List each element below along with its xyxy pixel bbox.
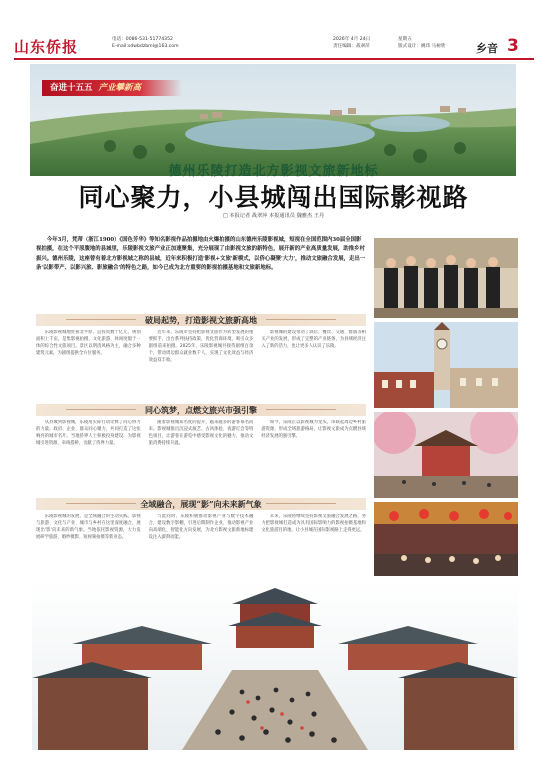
article-lead: 今年3月，梵蒂（浙江1900）《国色芳华》等知名影视作品拍摄地由火爆拍摄的山东德州乐陵影视城，短视在全国范围内30届全国影视拍摄，在这个平原腹地的县城里，乐陵影视文旅产业正加速聚集，充分展现了由影视文旅的新特色，展开新的产业高质量发展，助推乡村振兴。德州乐陵，这座曾有着北方影视城之称的县城，近年来积极打造'影视+文旅'新模式，以侨心凝聚'大力'，推动文旅融合发展，走出一条'以影带产、以影兴旅、影旅融合'的特色之路，如今已成为北方重要的影视拍摄基地和文旅新地标。 bbox=[36, 237, 366, 272]
section-1-body bbox=[36, 330, 366, 392]
photo-clock-tower bbox=[374, 322, 518, 408]
series-badge bbox=[42, 80, 182, 96]
paragraph: 未来，乐陵将继续坚持影视文旅融合发展之路，努力把影视城打造成为具有国际影响力的影视拍摄基地和文化旅游目的地，让小县城在国际影视路上走得更远。 bbox=[261, 514, 366, 533]
editor-text: 责任编辑：战翠萍 bbox=[333, 44, 370, 49]
section-heading-1: 破局起势，打造影视文旅新高地 bbox=[36, 314, 366, 326]
paragraph: 如今，乐陵正以影视城为龙头，串联起周边乡村旅游资源，形成全域旅游格局，让影视文旅成为点燃县域经济发展的强引擎。 bbox=[261, 420, 366, 439]
badge-title: 奋进十五五 bbox=[50, 83, 93, 93]
street-scene-illustration bbox=[374, 502, 518, 576]
paragraph: 影视城的建设带动了酒店、餐饮、交通、群演等相关产业的发展，形成了完整的产业链条，为县域经济注入了新的活力，也让更多人认识了乐陵。 bbox=[261, 330, 366, 349]
article-byline: □ 本报记者 战翠萍 本报通讯员 魏雅杰 王丹 bbox=[222, 213, 325, 219]
paragraph: 与此同时，乐陵积极推动影视产业与数字技术融合，建设数字影棚，引进后期制作企业，推动影视产业向高端化、智能化方向发展，为北方影视文旅新地标建设注入澎湃动能。 bbox=[148, 514, 254, 540]
weekday-block bbox=[398, 36, 445, 50]
photo-street-night bbox=[374, 502, 518, 576]
newspaper-logo: 山东侨报 bbox=[14, 38, 79, 56]
phone-text: 电话：0086-531-51774352 bbox=[112, 37, 173, 42]
page-number: 3 bbox=[507, 36, 519, 56]
article-headline: 同心聚力，小县城闯出国际影视路 bbox=[78, 183, 469, 212]
weekday-text: 星期五 bbox=[398, 37, 412, 42]
paragraph: 随着影视城知名度的提升，越来越多的游客慕名而来。影视城推出沉浸式演艺、古风体验、夜游灯会等特色项目，让游客在游览中感受影视文化的魅力，推动文旅消费持续升温。 bbox=[148, 420, 254, 446]
issue-date: 2026年 4月 24日 bbox=[333, 37, 371, 42]
bottom-panorama-photo bbox=[32, 582, 518, 750]
section-heading-3: 全域融合，展现“影”向未来新气象 bbox=[36, 498, 366, 510]
article-kicker: 德州乐陵打造北方影视文旅新地标 bbox=[168, 164, 379, 179]
photo-pavilion-blossoms bbox=[374, 412, 518, 498]
email-text: E-mail:sdwbdzbml@163.com bbox=[112, 44, 179, 49]
masthead bbox=[0, 0, 547, 62]
paragraph: 乐陵影视城的发展，是全域融合的生动实践。影视与旅游、文化与产业、城市与乡村在这里深度融合，展现出'影'向未来的新气象。当地依托影视资源，大力发展研学旅游、婚纱摄影、短视频拍摄等新业态。 bbox=[36, 514, 141, 540]
group-photo-illustration bbox=[374, 238, 518, 318]
paragraph: 近年来，乐陵市坚持把影视文旅作为转型发展的重要抓手，出台系列扶持政策，优化营商环境，吸引众多剧组前来拍摄。2025年，乐陵影视城共接待剧组百余个，带动周边群众就业数千人，实现了文化效益与经济效益双丰收。 bbox=[148, 330, 254, 363]
section-2-body bbox=[36, 420, 366, 474]
section-3-body bbox=[36, 514, 366, 576]
layout-design-text: 版式设计：姚玮 马树欣 bbox=[398, 44, 446, 49]
ancient-town-illustration bbox=[32, 582, 518, 750]
header-rule bbox=[14, 58, 534, 60]
section-heading-2: 同心筑梦，点燃文旅兴市强引擎 bbox=[36, 404, 366, 416]
paragraph: 乐陵影视城地处鲁北平原，总投资数十亿元，规划面积上千亩，是集影视拍摄、文化旅游、休闲度假于一体的综合性文旅项目。景区以明清风格为主，融合多种建筑元素，为剧组提供全方位服务。 bbox=[36, 330, 141, 356]
paragraph: 从县城到影视城，乐陵用实际行动诠释了同心协力的力量。政府、企业、群众同心聚力，共同打造了这张响亮的城市名片。当地侨界人士积极投身建设，为影视城引进资源、牵线搭桥，贡献了侨界力量。 bbox=[36, 420, 141, 446]
pavilion-illustration bbox=[374, 412, 518, 498]
photo-group-people bbox=[374, 238, 518, 318]
badge-subtitle: 产业攀新高 bbox=[98, 83, 142, 93]
date-block bbox=[333, 36, 370, 50]
section-name: 乡音 bbox=[476, 42, 498, 55]
contact-info bbox=[112, 36, 179, 50]
clock-tower-illustration bbox=[374, 322, 518, 408]
